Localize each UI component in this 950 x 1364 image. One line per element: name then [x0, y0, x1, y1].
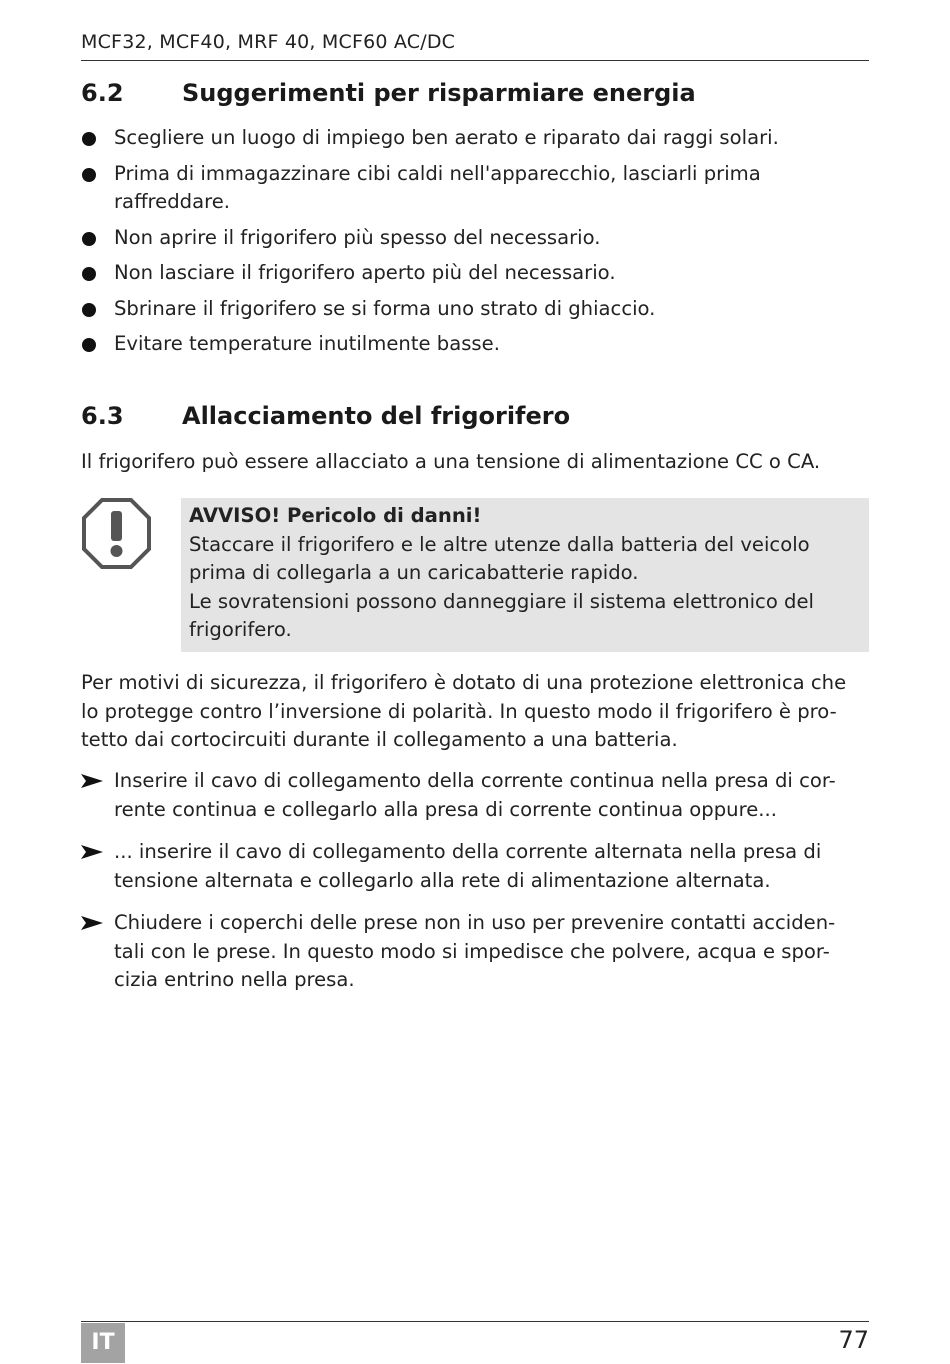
warning-box — [181, 498, 869, 652]
list-item: Non lasciare il frigorifero aperto più del necessario. — [81, 259, 869, 288]
connection-steps-list — [81, 767, 869, 1009]
section-title: Suggerimenti per risparmiare energia — [182, 79, 696, 107]
header-divider — [81, 60, 869, 61]
section-title: Allacciamento del frigorifero — [182, 402, 571, 430]
warning-text: Le sovratensioni possono danneggiare il sistema elettronico del — [189, 589, 814, 613]
list-item: Sbrinare il frigorifero se si forma uno strato di ghiaccio. — [81, 295, 869, 324]
section-number: 6.2 — [81, 79, 124, 107]
bullet-dot-icon — [82, 303, 96, 317]
warning-text: frigorifero. — [189, 618, 292, 641]
warning-title: AVVISO! Pericolo di danni! — [189, 504, 482, 527]
arrow-right-icon — [81, 845, 103, 859]
warning-text: prima di collegarla a un caricabatterie rapido. — [189, 561, 639, 584]
footer-divider — [81, 1321, 869, 1322]
list-item: Scegliere un luogo di impiego ben aerato e riparato dai raggi solari. — [81, 124, 869, 153]
list-item: Evitare temperature inutilmente basse. — [81, 330, 869, 359]
bullet-dot-icon — [82, 338, 96, 352]
list-item: Prima di immagazzinare cibi caldi nell'apparecchio, lasciarli prima raffreddare. — [81, 160, 869, 217]
bullet-dot-icon — [82, 267, 96, 281]
arrow-right-icon — [81, 774, 103, 788]
language-badge: IT — [81, 1323, 125, 1363]
bullet-dot-icon — [82, 232, 96, 246]
page-header: MCF32, MCF40, MRF 40, MCF60 AC/DC — [81, 31, 456, 53]
arrow-right-icon — [81, 916, 103, 930]
page-number: 77 — [838, 1326, 869, 1354]
list-item: ... inserire il cavo di collegamento della corrente alternata nella presa di tensione alternata e collegarlo alla rete di alimentazione alternata. — [81, 838, 869, 895]
list-item: Non aprire il frigorifero più spesso del necessario. — [81, 224, 869, 253]
list-item: Chiudere i coperchi delle prese non in uso per prevenire contatti acciden- tali con le prese. In questo modo si impedisce che polvere, acqua e spor- cizia entrino nella presa. — [81, 909, 869, 995]
warning-text: Staccare il frigorifero e le altre utenze dalla batteria del veicolo — [189, 532, 810, 556]
section-intro: Il frigorifero può essere allacciato a una tensione di alimentazione CC o CA. — [81, 450, 821, 473]
bullet-dot-icon — [82, 132, 96, 146]
bullet-dot-icon — [82, 168, 96, 182]
list-item: Inserire il cavo di collegamento della corrente continua nella presa di cor- rente continua e collegarlo alla presa di corrente continua oppure... — [81, 767, 869, 824]
safety-paragraph: Per motivi di sicurezza, il frigorifero è dotato di una protezione elettronica che lo protegge contro l’inversione di polarità. In questo modo il frigorifero è pro- tetto dai cortocircuiti durante il collegamento a una batteria. — [81, 671, 847, 751]
energy-tips-list — [81, 124, 869, 366]
section-number: 6.3 — [81, 402, 124, 430]
warning-octagon-icon — [81, 497, 152, 570]
